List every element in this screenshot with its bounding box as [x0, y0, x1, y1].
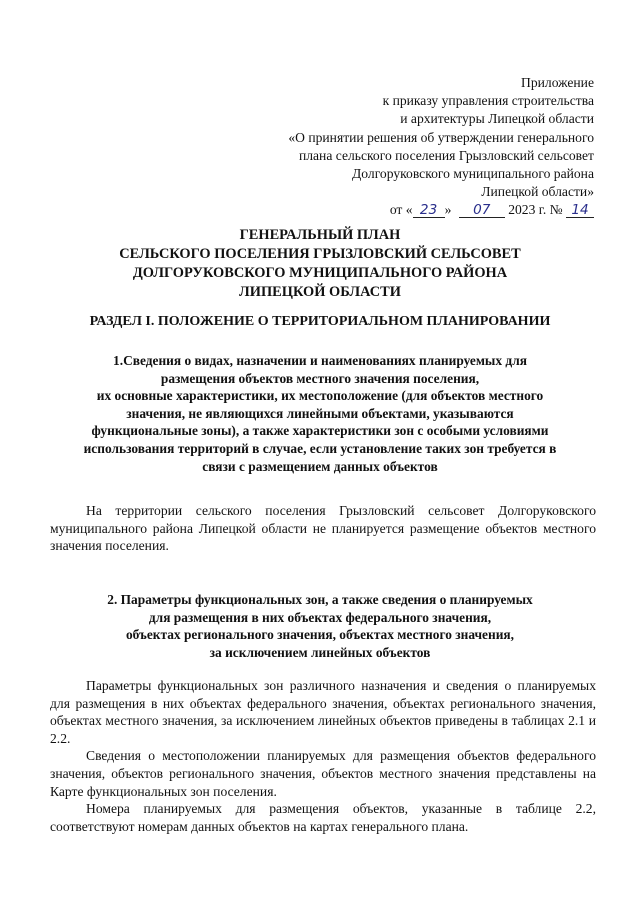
paragraph-text: На территории сельского поселения Грызловский сельсовет Долгоруковского муниципального района Липецкой области не планируется размещение объектов местного значения поселения. — [50, 503, 596, 554]
handwritten-day: 23 — [413, 203, 445, 218]
title-line: СЕЛЬСКОГО ПОСЕЛЕНИЯ ГРЫЗЛОВСКИЙ СЕЛЬСОВЕТ — [119, 246, 521, 262]
heading-1-line: использования территорий в случае, если установление таких зон требуется в — [83, 440, 557, 456]
section-title: РАЗДЕЛ I. ПОЛОЖЕНИЕ О ТЕРРИТОРИАЛЬНОМ ПЛАНИРОВАНИИ — [89, 314, 551, 329]
paragraph-text: Сведения о местоположении планируемых для размещения объектов федерального значения, объектов регионального значения, объектов местного значения представлены на Карте функциональных зон поселения. — [50, 748, 596, 799]
heading-2-line: для размещения в них объектах федерального значения, — [148, 609, 492, 625]
heading-2-line: за исключением линейных объектов — [209, 644, 431, 660]
heading-1-line: значения, не являющихся линейными объектами, указываются — [126, 405, 514, 421]
date-mid: » — [444, 202, 452, 218]
appendix-line: плана сельского поселения Грызловский сельсовет — [298, 147, 594, 163]
appendix-header — [288, 74, 594, 220]
appendix-line: и архитектуры Липецкой области — [400, 111, 594, 127]
appendix-line: Липецкой области» — [481, 184, 594, 200]
heading-2-line: объектах регионального значения, объектах местного значения, — [125, 627, 515, 643]
heading-1-line: размещения объектов местного значения поселения, — [160, 370, 480, 386]
title-line: ГЕНЕРАЛЬНЫЙ ПЛАН — [239, 227, 401, 243]
appendix-line: Долгоруковского муниципального района — [352, 166, 594, 182]
appendix-line: Приложение — [521, 75, 594, 90]
heading-1-line: функциональные зоны), а также характеристики зон с особыми условиями — [91, 423, 549, 439]
title-line: ДОЛГОРУКОВСКОГО МУНИЦИПАЛЬНОГО РАЙОНА — [132, 265, 508, 281]
paragraph-1 — [50, 502, 596, 555]
heading-1-line: связи с размещением данных объектов — [202, 458, 438, 474]
heading-2 — [50, 591, 590, 661]
order-date-line — [288, 201, 594, 219]
document-title — [40, 226, 600, 302]
title-line: ЛИПЕЦКОЙ ОБЛАСТИ — [239, 284, 401, 300]
heading-1-line: их основные характеристики, их местоположение (для объектов местного — [96, 388, 544, 404]
handwritten-month: 07 — [459, 203, 505, 218]
paragraph-text: Параметры функциональных зон различного назначения и сведения о планируемых для размещения в них объектах федерального значения, объектах регионального значения, объектах местного значения, за исключением линейных объектов приведены в таблицах 2.1 и 2.2. — [50, 678, 596, 746]
heading-2-line: 2. Параметры функциональных зон, а также сведения о планируемых — [107, 592, 533, 607]
date-year: 2023 г. № — [508, 202, 563, 218]
appendix-line: к приказу управления строительства — [382, 93, 594, 109]
appendix-line: «О принятии решения об утверждении генерального — [288, 129, 594, 145]
heading-1-line: 1.Сведения о видах, назначении и наименованиях планируемых для — [113, 353, 527, 368]
date-prefix: от « — [389, 202, 413, 218]
paragraph-text: Номера планируемых для размещения объектов, указанные в таблице 2.2, соответствуют номерам данных объектов на картах генерального плана. — [50, 801, 596, 834]
heading-1 — [50, 352, 590, 475]
handwritten-order-number: 14 — [566, 203, 594, 218]
paragraph-group-2 — [50, 677, 596, 835]
